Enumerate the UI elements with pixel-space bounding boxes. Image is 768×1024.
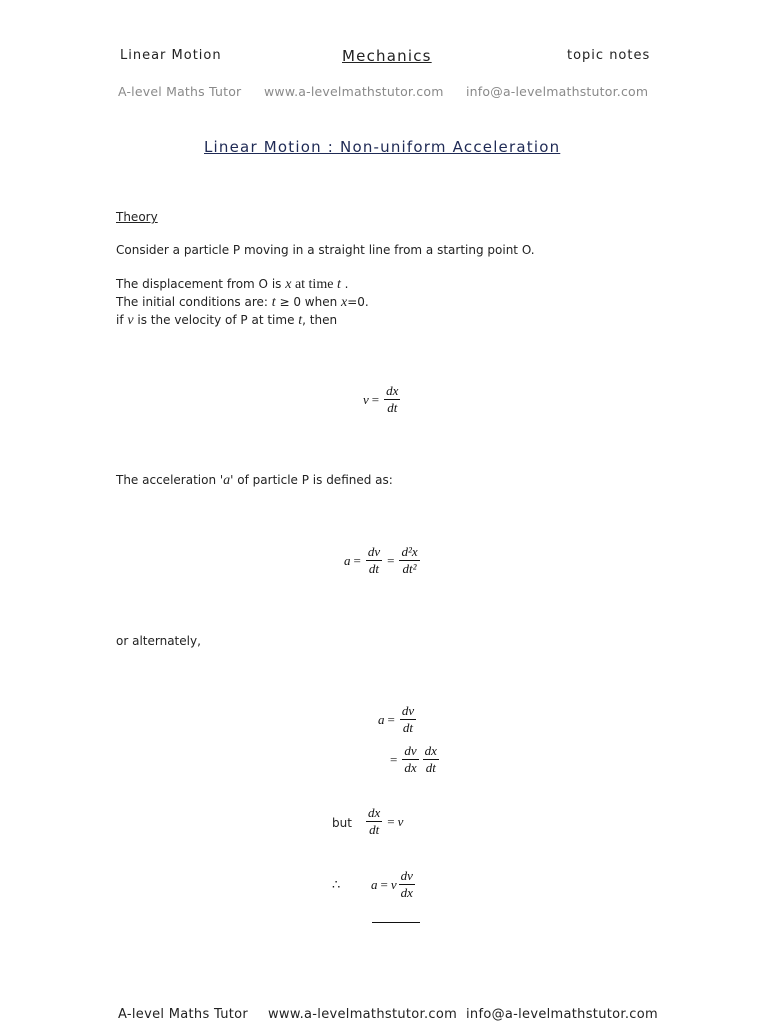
text-segment: . — [340, 277, 349, 291]
var-t: t — [271, 295, 276, 310]
theory-heading: Theory — [116, 210, 158, 224]
denominator: dt — [368, 561, 380, 576]
equals-sign: = — [387, 813, 395, 829]
var-t: t — [336, 277, 341, 292]
var-v: v — [127, 313, 134, 328]
equals-sign: = — [390, 751, 398, 767]
text-segment: The displacement from O is — [116, 277, 286, 291]
equals-sign: = — [353, 552, 361, 568]
denominator: dx — [404, 760, 417, 775]
numerator: dv — [400, 868, 413, 883]
subheader-site[interactable]: www.a-levelmathstutor.com — [264, 84, 444, 99]
text-segment: The initial conditions are: — [116, 295, 272, 309]
fraction — [366, 806, 382, 837]
theory-p1: Consider a particle P moving in a straight line from a starting point O. — [116, 243, 535, 257]
var-a: a — [223, 473, 231, 488]
equals-sign: = — [387, 552, 395, 568]
fraction — [384, 384, 400, 415]
subheader-email[interactable]: info@a-levelmathstutor.com — [466, 84, 649, 99]
eq-symbol: a — [378, 711, 385, 727]
but-label: but — [332, 816, 352, 830]
denominator: dt — [425, 760, 436, 775]
equation-final — [371, 869, 417, 900]
denominator: dt — [369, 822, 380, 837]
equation-alt-1 — [378, 704, 418, 735]
eq-symbol: v — [363, 391, 369, 407]
header-left: Linear Motion — [120, 48, 222, 63]
numerator: dv — [404, 743, 417, 758]
var-x: x — [285, 277, 292, 292]
eq-symbol: v — [397, 813, 404, 829]
text-segment: The acceleration ' — [116, 473, 224, 487]
header-title: Mechanics — [342, 47, 432, 65]
var-t: t — [298, 313, 303, 328]
numerator: dx — [386, 383, 399, 398]
fraction — [366, 545, 382, 576]
numerator: dv — [401, 703, 415, 718]
footer-org: A-level Maths Tutor — [118, 1007, 249, 1022]
numerator: d²x — [401, 544, 418, 559]
therefore-icon: ∴ — [332, 877, 341, 892]
text-segment: is the velocity of P at time — [133, 313, 299, 327]
equation-but — [364, 806, 403, 837]
header-right: topic notes — [567, 48, 651, 63]
denominator: dx — [400, 885, 413, 900]
eq-symbol: a — [371, 876, 378, 892]
page-title: Linear Motion : Non-uniform Acceleration — [204, 138, 561, 156]
fraction — [399, 545, 419, 576]
accel-definition — [116, 473, 393, 489]
equals-sign: = — [371, 391, 380, 407]
denominator: dt² — [402, 561, 417, 576]
fraction — [423, 744, 439, 775]
numerator: dx — [368, 805, 381, 820]
text-segment: if — [116, 313, 128, 327]
footer-email[interactable]: info@a-levelmathstutor.com — [466, 1007, 658, 1022]
fraction — [402, 744, 418, 775]
text-segment: ≥ 0 when — [275, 295, 342, 309]
fraction — [400, 704, 416, 735]
numerator: dx — [424, 743, 437, 758]
alt-text: or alternately, — [116, 634, 201, 648]
numerator: dv — [367, 544, 381, 559]
footer-site[interactable]: www.a-levelmathstutor.com — [268, 1007, 458, 1022]
theory-p3 — [116, 295, 369, 311]
text-segment: , then — [302, 313, 338, 327]
text-segment: at time — [291, 277, 337, 292]
var-x: x — [341, 295, 348, 310]
theory-p2 — [116, 277, 348, 293]
eq-symbol: a — [344, 552, 351, 568]
equation-acceleration — [344, 545, 422, 576]
equals-sign: = — [380, 876, 388, 892]
denominator: dt — [387, 400, 398, 415]
text-segment: =0. — [347, 295, 369, 309]
eq-symbol: v — [390, 876, 397, 892]
result-underline — [372, 922, 420, 923]
subheader-org: A-level Maths Tutor — [118, 84, 242, 99]
denominator: dt — [402, 720, 414, 735]
text-segment: ' of particle P is defined as: — [230, 473, 393, 487]
equation-velocity — [363, 384, 402, 415]
fraction — [399, 869, 415, 900]
theory-p4 — [116, 313, 337, 329]
equals-sign: = — [387, 711, 395, 727]
equation-alt-2 — [387, 744, 441, 775]
